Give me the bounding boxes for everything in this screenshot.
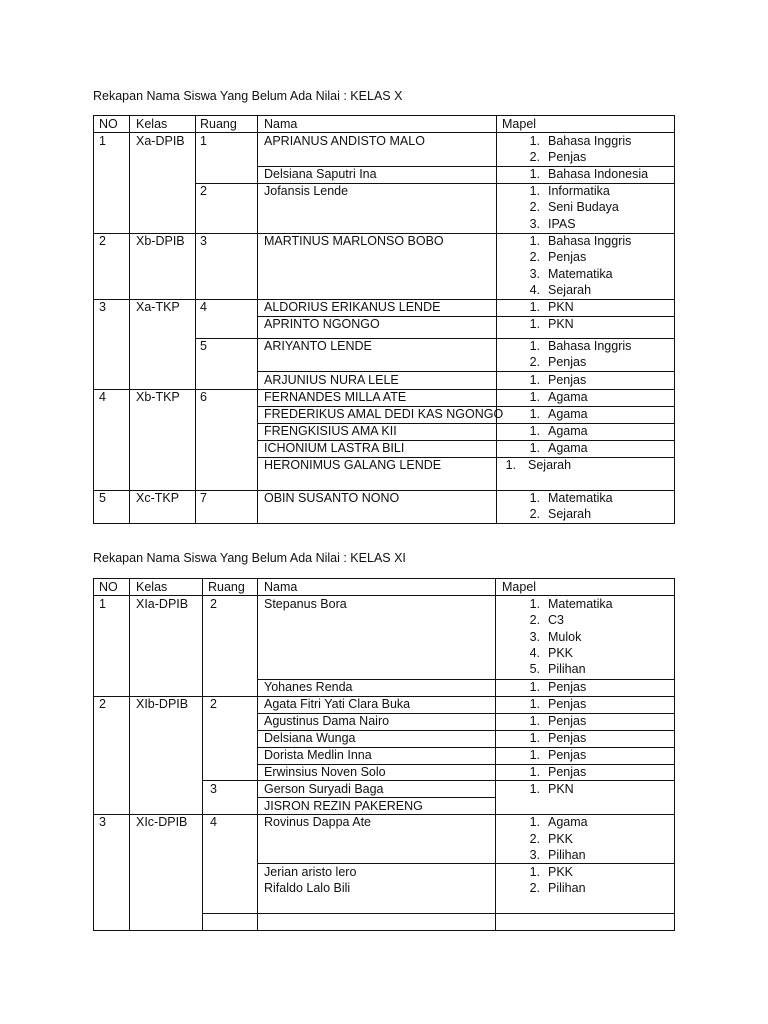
- list-number: 2.: [529, 613, 540, 627]
- subject-item: IPAS: [548, 217, 576, 231]
- subject-item: Penjas: [548, 373, 587, 387]
- list-number: 3.: [529, 848, 540, 862]
- student-name: Dorista Medlin Inna: [264, 748, 372, 762]
- student-name: FREDERIKUS AMAL DEDI KAS NGONGO: [264, 407, 504, 421]
- row-no: 1: [99, 134, 106, 148]
- list-number: 3.: [529, 267, 540, 281]
- subject-item: Agama: [548, 815, 588, 829]
- list-number: 3.: [529, 217, 540, 231]
- list-number: 1.: [529, 782, 540, 796]
- subject-item: PKN: [548, 300, 574, 314]
- row-no: 3: [99, 300, 106, 314]
- list-number: 1.: [529, 815, 540, 829]
- row-ruang: 2: [210, 597, 217, 611]
- row-kelas: Xa-DPIB: [136, 134, 185, 148]
- list-number: 1.: [529, 491, 540, 505]
- student-name: APRINTO NGONGO: [264, 317, 380, 331]
- row-kelas: XIa-DPIB: [136, 597, 189, 611]
- list-number: 2.: [529, 832, 540, 846]
- student-name: Agata Fitri Yati Clara Buka: [264, 697, 411, 711]
- list-number: 3.: [529, 630, 540, 644]
- subject-item: Penjas: [548, 731, 587, 745]
- header-mapel: Mapel: [502, 580, 537, 594]
- list-number: 1.: [529, 167, 540, 181]
- subject-item: Penjas: [548, 748, 587, 762]
- list-number: 2.: [529, 355, 540, 369]
- list-number: 1.: [529, 317, 540, 331]
- subject-item: Penjas: [548, 150, 587, 164]
- student-name: OBIN SUSANTO NONO: [264, 491, 400, 505]
- student-name: HERONIMUS GALANG LENDE: [264, 458, 442, 472]
- subject-item: Bahasa Inggris: [548, 234, 632, 248]
- list-number: 1.: [529, 714, 540, 728]
- list-number: 4.: [529, 646, 540, 660]
- subject-item: Penjas: [548, 680, 587, 694]
- subject-item: Agama: [548, 441, 588, 455]
- student-name: Erwinsius Noven Solo: [264, 765, 386, 779]
- student-name: Delsiana Wunga: [264, 731, 356, 745]
- student-name: FRENGKISIUS AMA KII: [264, 424, 397, 438]
- row-kelas: Xc-TKP: [136, 491, 180, 505]
- list-number: 2.: [529, 507, 540, 521]
- subject-item: Seni Budaya: [548, 200, 619, 214]
- header-no: NO: [99, 117, 118, 131]
- header-ruang: Ruang: [200, 117, 237, 131]
- student-name: Stepanus Bora: [264, 597, 347, 611]
- row-kelas: Xb-DPIB: [136, 234, 185, 248]
- student-name: ARJUNIUS NURA LELE: [264, 373, 399, 387]
- student-name: ICHONIUM LASTRA BILI: [264, 441, 405, 455]
- row-ruang: 4: [200, 300, 207, 314]
- subject-item: Penjas: [548, 250, 587, 264]
- subject-item: Penjas: [548, 714, 587, 728]
- list-number: 1.: [529, 441, 540, 455]
- header-kelas: Kelas: [136, 580, 168, 594]
- row-ruang: 2: [200, 184, 207, 198]
- student-name: FERNANDES MILLA ATE: [264, 390, 407, 404]
- list-number: 1.: [529, 865, 540, 879]
- row-ruang: 7: [200, 491, 207, 505]
- student-name: MARTINUS MARLONSO BOBO: [264, 234, 444, 248]
- list-number: 1.: [505, 458, 516, 472]
- subject-item: Penjas: [548, 355, 587, 369]
- subject-item: Bahasa Inggris: [548, 339, 632, 353]
- subject-item: Penjas: [548, 765, 587, 779]
- subject-item: Agama: [548, 407, 588, 421]
- student-name: Rifaldo Lalo Bili: [264, 881, 351, 895]
- table-kelas-xi: [93, 578, 675, 931]
- row-no: 3: [99, 815, 106, 829]
- subject-item: Sejarah: [548, 507, 592, 521]
- subject-item: PKK: [548, 832, 574, 846]
- subject-item: Agama: [548, 424, 588, 438]
- header-nama: Nama: [264, 580, 298, 594]
- row-ruang: 2: [210, 697, 217, 711]
- subject-item: Agama: [548, 390, 588, 404]
- subject-item: Penjas: [548, 697, 587, 711]
- subject-item: Sejarah: [548, 283, 592, 297]
- subject-item: Matematika: [548, 267, 613, 281]
- list-number: 1.: [529, 424, 540, 438]
- header-kelas: Kelas: [136, 117, 168, 131]
- row-ruang: 1: [200, 134, 207, 148]
- subject-item: PKK: [548, 646, 574, 660]
- subject-item: PKN: [548, 782, 574, 796]
- subject-item: C3: [548, 613, 564, 627]
- list-number: 1.: [529, 731, 540, 745]
- row-no: 4: [99, 390, 106, 404]
- list-number: 5.: [529, 662, 540, 676]
- subject-item: Bahasa Inggris: [548, 134, 632, 148]
- subject-item: Pilihan: [548, 848, 586, 862]
- subject-item: Pilihan: [548, 662, 586, 676]
- list-number: 2.: [529, 150, 540, 164]
- row-ruang: 3: [200, 234, 207, 248]
- row-kelas: XIb-DPIB: [136, 697, 189, 711]
- row-ruang: 5: [200, 339, 207, 353]
- list-number: 4.: [529, 283, 540, 297]
- subject-item: Matematika: [548, 597, 613, 611]
- list-number: 1.: [529, 597, 540, 611]
- list-number: 1.: [529, 390, 540, 404]
- subject-item: Mulok: [548, 630, 582, 644]
- subject-item: Bahasa Indonesia: [548, 167, 649, 181]
- subject-item: PKK: [548, 865, 574, 879]
- list-number: 1.: [529, 184, 540, 198]
- header-mapel: Mapel: [502, 117, 537, 131]
- list-number: 1.: [529, 339, 540, 353]
- student-name: JISRON REZIN PAKERENG: [264, 799, 423, 813]
- subject-item: Sejarah: [528, 458, 572, 472]
- student-name: Gerson Suryadi Baga: [264, 782, 384, 796]
- list-number: 1.: [529, 134, 540, 148]
- student-name: Agustinus Dama Nairo: [264, 714, 390, 728]
- row-no: 1: [99, 597, 106, 611]
- row-no: 2: [99, 234, 106, 248]
- row-ruang: 4: [210, 815, 217, 829]
- student-name: Yohanes Renda: [264, 680, 353, 694]
- row-no: 2: [99, 697, 106, 711]
- row-ruang: 3: [210, 782, 217, 796]
- row-kelas: Xa-TKP: [136, 300, 180, 314]
- student-name: ALDORIUS ERIKANUS LENDE: [264, 300, 441, 314]
- subject-item: PKN: [548, 317, 574, 331]
- list-number: 2.: [529, 200, 540, 214]
- subject-item: Matematika: [548, 491, 613, 505]
- student-name: APRIANUS ANDISTO MALO: [264, 134, 425, 148]
- row-kelas: XIc-DPIB: [136, 815, 188, 829]
- row-kelas: Xb-TKP: [136, 390, 180, 404]
- subject-item: Pilihan: [548, 881, 586, 895]
- student-name: Jerian aristo lero: [264, 865, 357, 879]
- list-number: 1.: [529, 300, 540, 314]
- list-number: 1.: [529, 680, 540, 694]
- header-no: NO: [99, 580, 118, 594]
- list-number: 2.: [529, 250, 540, 264]
- row-ruang: 6: [200, 390, 207, 404]
- page-title-kelas-x: Rekapan Nama Siswa Yang Belum Ada Nilai : KELAS X: [93, 89, 403, 103]
- student-name: ARIYANTO LENDE: [264, 339, 372, 353]
- row-no: 5: [99, 491, 106, 505]
- subject-item: Informatika: [548, 184, 610, 198]
- header-nama: Nama: [264, 117, 298, 131]
- list-number: 1.: [529, 373, 540, 387]
- list-number: 1.: [529, 234, 540, 248]
- list-number: 2.: [529, 881, 540, 895]
- list-number: 1.: [529, 765, 540, 779]
- page-title-kelas-xi: Rekapan Nama Siswa Yang Belum Ada Nilai : KELAS XI: [93, 551, 406, 565]
- list-number: 1.: [529, 748, 540, 762]
- student-name: Delsiana Saputri Ina: [264, 167, 377, 181]
- header-ruang: Ruang: [208, 580, 245, 594]
- student-name: Rovinus Dappa Ate: [264, 815, 372, 829]
- list-number: 1.: [529, 697, 540, 711]
- list-number: 1.: [529, 407, 540, 421]
- student-name: Jofansis Lende: [264, 184, 349, 198]
